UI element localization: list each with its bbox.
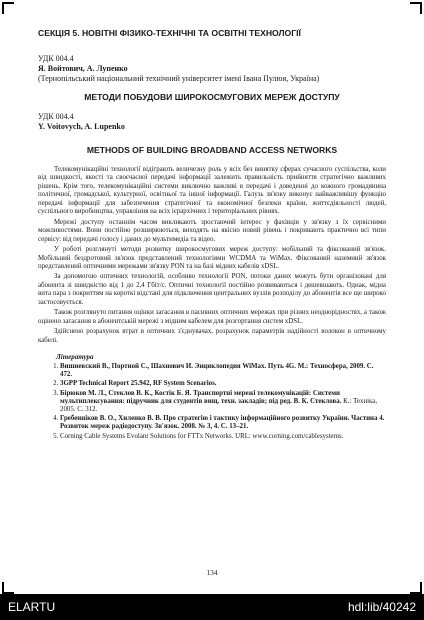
reference-rest: Corning Cable Systems Evolant Solutions for FTTx Networks. URL: www.corning.com/cablesystems.	[60, 432, 344, 440]
literature-heading: Література	[56, 353, 94, 362]
paragraph: У роботі розглянуті методи розвитку широкосмугових мереж доступу: мобільний та фіксований зв'язок. Мобільний бездротовий зв'язок представлений технологіями WCDMA та WiMax. Фіксований наземний зв'язок представлений оптичними мережами зв'язку PON та на базі мідних кабелів xDSL.	[38, 246, 386, 270]
crop-mark-top-right	[410, 2, 422, 14]
repository-footer-bar	[0, 594, 424, 620]
reference-item	[60, 363, 386, 379]
reference-main: 3GPP Technical Report 25.942, RF System Scenarios.	[60, 380, 217, 388]
udk-en: УДК 004.4	[38, 112, 74, 121]
reference-item	[60, 415, 386, 431]
paragraph: Також розглянуто питання оцінки загасання в пасивних оптичних мережах при різних неоднорідностях, а також оцінено загасання в абонентській мережі з мідним кабелем для розгортання систем xDSL.	[38, 309, 386, 325]
reference-main: Бірюков М. Л., Стеклов В. К., Костік Б. Я. Транспортні мережі телекомунікацій: Системи мультиплексування: підручник для студентів вищ. техн. закладів; під ред. В. К. Стеклова.	[60, 389, 342, 405]
title-en: METHODS OF BUILDING BROADBAND ACCESS NETWORKS	[86, 145, 338, 155]
handle-id: hdl:lib/40242	[347, 600, 416, 614]
page-content	[38, 28, 386, 442]
title-ua: МЕТОДИ ПОБУДОВИ ШИРОКОСМУГОВИХ МЕРЕЖ ДОСТУПУ	[84, 92, 340, 102]
paragraph: Здійснено розрахунок втрат в оптичних з'єднувачах, розрахунок параметрів надійності волокон в оптичному кабелі.	[38, 328, 386, 344]
abstract-body	[38, 166, 386, 345]
reference-item	[60, 433, 386, 441]
section-title: СЕКЦІЯ 5. НОВІТНІ ФІЗИКО-ТЕХНІЧНІ ТА ОСВІТНІ ТЕХНОЛОГІЇ	[38, 28, 301, 38]
reference-rest: К.: Техніка, 2005. С. 312.	[60, 397, 378, 414]
crop-mark-bottom-left	[2, 582, 14, 594]
reference-main: Вишневский В., Портной С., Шахнович И. Энциклопедия WiMax. Путь 4G. М.: Техносфера, 2009. С. 472.	[60, 363, 374, 379]
authors-en: Y. Voitovych, A. Lupenko	[38, 122, 125, 131]
crop-mark-bottom-right	[410, 582, 422, 594]
reference-list	[38, 363, 386, 441]
udk-ua: УДК 004.4	[38, 54, 74, 63]
paragraph: Телекомунікаційні технології відіграють величезну роль у всіх без винятку сферах сучасного суспільства, коли від швидкості, якості та своєчасної передачі інформації залежить правильність прийняття стратегічно важливих рішень. Крім того, телекомунікаційні системи виключно важливі в передачі і доведенні до кожного громадянина політичної, громадської, культурної, освітньої та іншої інформації. Галузь зв'язку виконує найважливішу функцію передачі інформації для забезпечення стратегічної та економічної безпеки країни, життєдіяльності людей, суспільного виробництва, управління на всіх ієрархічних і територіальних рівнях.	[38, 166, 386, 216]
affiliation: (Тернопільський національний технічний університет імені Івана Пулюя, Україна)	[38, 74, 320, 83]
reference-item	[60, 380, 386, 388]
paragraph: За допомогою оптичних технологій, особливо технології PON, потоки даних можуть бути організовані для абонента зі швидкістю від 1 до 2,4 Гбіт/с. Оптичні технології постійно розвиваються і дешевшають. Однак, мідна вита пара з покриттям на короткі відстані для підключення центральних вузлів розподілу до абонентів все ще широко застосовується.	[38, 273, 386, 306]
reference-item	[60, 390, 386, 415]
authors-ua: Я. Войтович, А. Лупенко	[38, 64, 128, 73]
paragraph: Мережі доступу останнім часом викликають зростаючий інтерес у фахівців у зв'язку з їх сервісними можливостями. Вони постійно розширюються, виходять на якісно новий рівень і покривають практично всі типи сервісу: від передачі голосу і даних до мультимедіа та відео.	[38, 218, 386, 243]
repository-name: ELARTU	[8, 600, 56, 614]
crop-mark-top-left	[2, 2, 14, 14]
page-number: 134	[206, 568, 218, 577]
reference-main: Гребенніков В. О., Хиленко В. В. Про стратегію і тактику інформаційного розвитку України. Частина 4. Розвиток мереж радіодоступу. Зв'язок. 2008. № 3, 4. С. 13–21.	[60, 415, 385, 431]
